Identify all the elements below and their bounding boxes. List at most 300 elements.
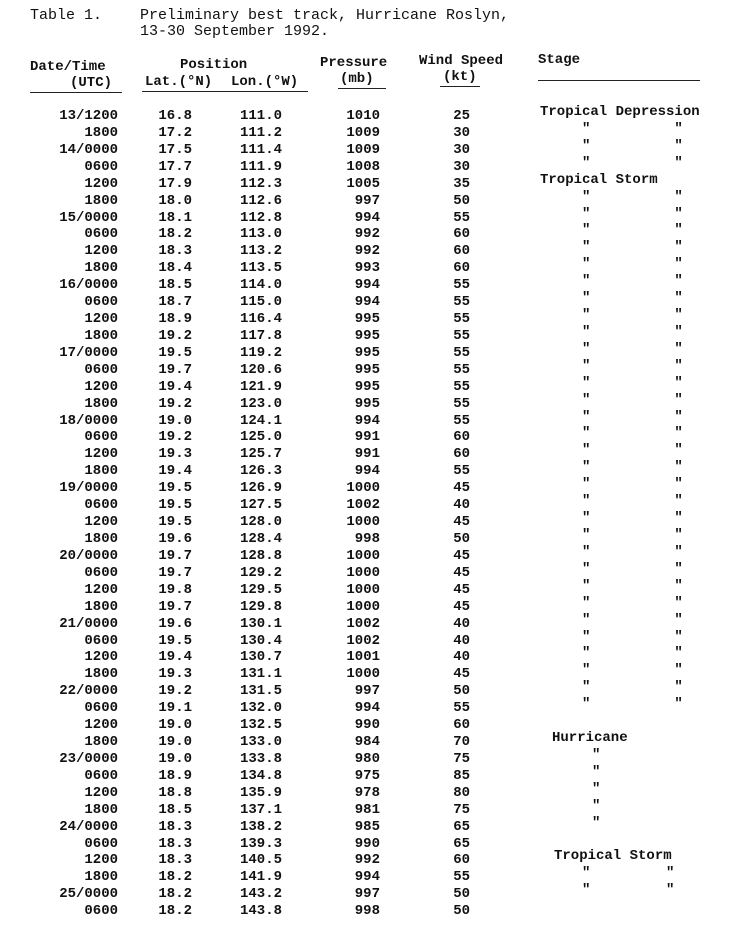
cell-datetime: 16/0000 — [59, 277, 118, 293]
cell-datetime: 1800 — [84, 599, 118, 615]
cell-wind: 45 — [453, 582, 470, 598]
cell-wind: 55 — [453, 311, 470, 327]
cell-lon: 139.3 — [239, 836, 282, 852]
cell-pressure: 994 — [354, 210, 380, 226]
cell-lon: 137.1 — [239, 802, 282, 818]
cell-pressure: 994 — [354, 294, 380, 310]
cell-lat: 18.1 — [158, 210, 192, 226]
table-title-line2: 13-30 September 1992. — [140, 23, 330, 40]
cell-stage: " " — [582, 307, 683, 323]
cell-pressure: 1008 — [346, 159, 380, 175]
cell-lon: 112.3 — [239, 176, 282, 192]
cell-lon: 138.2 — [239, 819, 282, 835]
cell-wind: 60 — [453, 260, 470, 276]
cell-datetime: 1800 — [84, 328, 118, 344]
cell-wind: 45 — [453, 666, 470, 682]
cell-stage: Tropical Storm — [540, 172, 658, 188]
cell-lon: 119.2 — [239, 345, 282, 361]
cell-lat: 18.3 — [158, 852, 192, 868]
cell-stage: " " — [582, 189, 683, 205]
cell-lat: 19.5 — [158, 514, 192, 530]
cell-datetime: 1200 — [84, 514, 118, 530]
cell-lat: 18.4 — [158, 260, 192, 276]
cell-lon: 133.8 — [239, 751, 282, 767]
cell-datetime: 1200 — [84, 446, 118, 462]
cell-pressure: 981 — [354, 802, 380, 818]
cell-lat: 19.7 — [158, 548, 192, 564]
cell-lat: 19.2 — [158, 683, 192, 699]
cell-stage: " " — [582, 459, 683, 475]
cell-lon: 128.0 — [239, 514, 282, 530]
cell-lat: 18.2 — [158, 903, 192, 919]
cell-datetime: 0600 — [84, 294, 118, 310]
cell-datetime: 15/0000 — [59, 210, 118, 226]
header-lon: Lon.(°W) — [231, 74, 299, 90]
cell-datetime: 1200 — [84, 311, 118, 327]
cell-pressure: 995 — [354, 345, 380, 361]
cell-pressure: 1000 — [346, 582, 380, 598]
cell-datetime: 1800 — [84, 734, 118, 750]
cell-lat: 19.6 — [158, 616, 192, 632]
cell-wind: 40 — [453, 649, 470, 665]
cell-pressure: 1000 — [346, 666, 380, 682]
cell-lat: 19.5 — [158, 497, 192, 513]
cell-lat: 19.3 — [158, 666, 192, 682]
cell-pressure: 994 — [354, 463, 380, 479]
cell-datetime: 1200 — [84, 852, 118, 868]
cell-lat: 18.2 — [158, 886, 192, 902]
cell-stage: " " — [582, 510, 683, 526]
cell-stage: " " — [582, 645, 683, 661]
cell-wind: 55 — [453, 463, 470, 479]
cell-stage: " " — [582, 696, 683, 712]
cell-pressure: 1001 — [346, 649, 380, 665]
cell-lat: 19.4 — [158, 649, 192, 665]
cell-datetime: 20/0000 — [59, 548, 118, 564]
cell-lat: 19.3 — [158, 446, 192, 462]
cell-pressure: 995 — [354, 328, 380, 344]
cell-lat: 18.8 — [158, 785, 192, 801]
header-rule-wind — [440, 86, 480, 87]
cell-stage: " " — [582, 595, 683, 611]
cell-pressure: 1002 — [346, 633, 380, 649]
header-datetime: Date/Time — [30, 59, 106, 75]
cell-wind: 40 — [453, 497, 470, 513]
cell-lat: 18.0 — [158, 193, 192, 209]
cell-wind: 75 — [453, 802, 470, 818]
cell-datetime: 1200 — [84, 243, 118, 259]
cell-stage: " " — [582, 222, 683, 238]
cell-pressure: 997 — [354, 886, 380, 902]
cell-pressure: 975 — [354, 768, 380, 784]
cell-datetime: 1200 — [84, 649, 118, 665]
cell-lon: 120.6 — [239, 362, 282, 378]
header-pressure-unit: (mb) — [340, 71, 374, 87]
cell-wind: 60 — [453, 226, 470, 242]
cell-wind: 55 — [453, 362, 470, 378]
cell-datetime: 0600 — [84, 768, 118, 784]
header-utc: (UTC) — [70, 75, 113, 91]
cell-stage: " " — [582, 578, 683, 594]
cell-lon: 128.4 — [239, 531, 282, 547]
cell-stage: " — [592, 747, 601, 763]
cell-wind: 50 — [453, 886, 470, 902]
cell-lat: 19.7 — [158, 565, 192, 581]
cell-pressure: 994 — [354, 869, 380, 885]
cell-pressure: 991 — [354, 429, 380, 445]
cell-wind: 60 — [453, 446, 470, 462]
cell-stage: " " — [582, 341, 683, 357]
cell-datetime: 1800 — [84, 802, 118, 818]
cell-lat: 19.5 — [158, 345, 192, 361]
cell-wind: 45 — [453, 514, 470, 530]
header-rule-pressure — [338, 88, 386, 89]
cell-wind: 80 — [453, 785, 470, 801]
cell-stage: " " — [582, 121, 683, 137]
cell-lat: 19.5 — [158, 480, 192, 496]
cell-lat: 18.2 — [158, 869, 192, 885]
cell-lon: 130.7 — [239, 649, 282, 665]
cell-stage: " — [592, 815, 601, 831]
cell-pressure: 1005 — [346, 176, 380, 192]
cell-datetime: 1200 — [84, 176, 118, 192]
cell-wind: 30 — [453, 125, 470, 141]
header-position: Position — [180, 57, 248, 73]
cell-datetime: 0600 — [84, 700, 118, 716]
cell-pressure: 1000 — [346, 565, 380, 581]
cell-stage: " " — [582, 425, 683, 441]
cell-wind: 50 — [453, 683, 470, 699]
cell-wind: 45 — [453, 565, 470, 581]
cell-wind: 55 — [453, 413, 470, 429]
cell-stage: " " — [582, 493, 683, 509]
cell-lat: 17.9 — [158, 176, 192, 192]
cell-stage: " " — [582, 865, 675, 881]
cell-datetime: 0600 — [84, 362, 118, 378]
cell-datetime: 19/0000 — [59, 480, 118, 496]
cell-lat: 19.7 — [158, 599, 192, 615]
cell-wind: 65 — [453, 819, 470, 835]
cell-lon: 131.1 — [239, 666, 282, 682]
cell-lon: 111.9 — [239, 159, 282, 175]
cell-datetime: 0600 — [84, 836, 118, 852]
cell-lon: 132.0 — [239, 700, 282, 716]
cell-wind: 35 — [453, 176, 470, 192]
cell-wind: 55 — [453, 345, 470, 361]
cell-lat: 19.4 — [158, 379, 192, 395]
cell-wind: 55 — [453, 294, 470, 310]
cell-lat: 19.0 — [158, 734, 192, 750]
cell-lat: 19.8 — [158, 582, 192, 598]
cell-pressure: 1000 — [346, 599, 380, 615]
cell-lat: 19.2 — [158, 396, 192, 412]
cell-lon: 121.9 — [239, 379, 282, 395]
cell-lon: 129.5 — [239, 582, 282, 598]
cell-lon: 116.4 — [239, 311, 282, 327]
cell-stage: " " — [582, 882, 675, 898]
cell-wind: 55 — [453, 396, 470, 412]
cell-pressure: 995 — [354, 379, 380, 395]
cell-wind: 40 — [453, 633, 470, 649]
cell-lon: 127.5 — [239, 497, 282, 513]
header-wind-unit: (kt) — [443, 69, 477, 85]
cell-stage: " " — [582, 679, 683, 695]
cell-pressure: 994 — [354, 413, 380, 429]
cell-lon: 129.2 — [239, 565, 282, 581]
cell-datetime: 0600 — [84, 226, 118, 242]
cell-lat: 18.3 — [158, 243, 192, 259]
cell-stage: " " — [582, 527, 683, 543]
cell-pressure: 994 — [354, 277, 380, 293]
cell-stage: " " — [582, 273, 683, 289]
cell-datetime: 0600 — [84, 159, 118, 175]
cell-pressure: 1000 — [346, 480, 380, 496]
header-rule-stage — [538, 80, 700, 81]
cell-wind: 40 — [453, 616, 470, 632]
cell-lat: 19.5 — [158, 633, 192, 649]
cell-datetime: 13/1200 — [59, 108, 118, 124]
cell-pressure: 998 — [354, 531, 380, 547]
cell-datetime: 1200 — [84, 379, 118, 395]
cell-datetime: 0600 — [84, 903, 118, 919]
cell-wind: 45 — [453, 599, 470, 615]
header-wind: Wind Speed — [419, 53, 504, 69]
cell-pressure: 990 — [354, 717, 380, 733]
cell-lon: 141.9 — [239, 869, 282, 885]
cell-lon: 143.8 — [239, 903, 282, 919]
cell-lon: 115.0 — [239, 294, 282, 310]
cell-datetime: 1200 — [84, 582, 118, 598]
cell-datetime: 1800 — [84, 531, 118, 547]
cell-lon: 135.9 — [239, 785, 282, 801]
cell-stage: " " — [582, 290, 683, 306]
cell-stage: " " — [582, 544, 683, 560]
header-pressure: Pressure — [320, 55, 388, 71]
cell-stage: Tropical Depression — [540, 104, 700, 120]
cell-pressure: 1000 — [346, 514, 380, 530]
cell-datetime: 1200 — [84, 717, 118, 733]
cell-lon: 128.8 — [239, 548, 282, 564]
cell-datetime: 24/0000 — [59, 819, 118, 835]
cell-lon: 143.2 — [239, 886, 282, 902]
cell-stage: " — [592, 798, 601, 814]
cell-pressure: 990 — [354, 836, 380, 852]
cell-lat: 18.7 — [158, 294, 192, 310]
cell-pressure: 995 — [354, 362, 380, 378]
cell-stage: " " — [582, 612, 683, 628]
cell-lon: 130.1 — [239, 616, 282, 632]
cell-wind: 55 — [453, 869, 470, 885]
cell-pressure: 984 — [354, 734, 380, 750]
cell-stage: " " — [582, 442, 683, 458]
cell-stage: " " — [582, 239, 683, 255]
table-label: Table 1. — [30, 7, 103, 24]
header-rule-datetime — [30, 92, 122, 93]
cell-lon: 112.8 — [239, 210, 282, 226]
cell-wind: 75 — [453, 751, 470, 767]
cell-datetime: 0600 — [84, 565, 118, 581]
cell-wind: 55 — [453, 328, 470, 344]
cell-stage: " — [592, 764, 601, 780]
cell-lat: 19.0 — [158, 413, 192, 429]
cell-stage: " " — [582, 392, 683, 408]
cell-datetime: 1800 — [84, 193, 118, 209]
cell-wind: 50 — [453, 531, 470, 547]
cell-stage: Hurricane — [552, 730, 628, 746]
cell-wind: 55 — [453, 210, 470, 226]
cell-wind: 30 — [453, 142, 470, 158]
cell-pressure: 980 — [354, 751, 380, 767]
cell-stage: " " — [582, 409, 683, 425]
cell-wind: 25 — [453, 108, 470, 124]
table-title-line1: Preliminary best track, Hurricane Roslyn, — [140, 7, 510, 24]
cell-stage: " " — [582, 662, 683, 678]
cell-stage: " " — [582, 155, 683, 171]
cell-datetime: 1800 — [84, 125, 118, 141]
cell-wind: 70 — [453, 734, 470, 750]
cell-stage: " " — [582, 256, 683, 272]
cell-wind: 50 — [453, 903, 470, 919]
cell-pressure: 1000 — [346, 548, 380, 564]
cell-pressure: 998 — [354, 903, 380, 919]
cell-datetime: 0600 — [84, 429, 118, 445]
cell-lat: 19.6 — [158, 531, 192, 547]
cell-wind: 30 — [453, 159, 470, 175]
cell-wind: 45 — [453, 480, 470, 496]
cell-pressure: 1002 — [346, 616, 380, 632]
cell-wind: 55 — [453, 379, 470, 395]
cell-pressure: 992 — [354, 243, 380, 259]
header-lat: Lat.(°N) — [145, 74, 213, 90]
cell-datetime: 1800 — [84, 666, 118, 682]
cell-lon: 112.6 — [239, 193, 282, 209]
cell-pressure: 1010 — [346, 108, 380, 124]
cell-wind: 60 — [453, 717, 470, 733]
cell-lon: 111.2 — [239, 125, 282, 141]
cell-stage: " " — [582, 629, 683, 645]
cell-wind: 60 — [453, 243, 470, 259]
cell-pressure: 992 — [354, 226, 380, 242]
cell-pressure: 995 — [354, 311, 380, 327]
cell-datetime: 21/0000 — [59, 616, 118, 632]
cell-wind: 55 — [453, 700, 470, 716]
cell-stage: " " — [582, 358, 683, 374]
cell-datetime: 25/0000 — [59, 886, 118, 902]
cell-stage: " " — [582, 324, 683, 340]
cell-wind: 45 — [453, 548, 470, 564]
cell-lat: 16.8 — [158, 108, 192, 124]
cell-lat: 19.1 — [158, 700, 192, 716]
cell-pressure: 994 — [354, 700, 380, 716]
cell-lon: 133.0 — [239, 734, 282, 750]
cell-lat: 19.2 — [158, 429, 192, 445]
cell-lat: 17.7 — [158, 159, 192, 175]
cell-lon: 111.0 — [239, 108, 282, 124]
cell-lon: 125.0 — [239, 429, 282, 445]
cell-lon: 124.1 — [239, 413, 282, 429]
cell-lat: 18.3 — [158, 836, 192, 852]
cell-pressure: 997 — [354, 193, 380, 209]
cell-stage: " — [592, 781, 601, 797]
cell-datetime: 14/0000 — [59, 142, 118, 158]
header-stage: Stage — [538, 52, 581, 68]
cell-lon: 131.5 — [239, 683, 282, 699]
cell-pressure: 978 — [354, 785, 380, 801]
cell-lon: 126.9 — [239, 480, 282, 496]
cell-lon: 134.8 — [239, 768, 282, 784]
cell-lat: 18.5 — [158, 277, 192, 293]
cell-pressure: 995 — [354, 396, 380, 412]
header-rule-position — [142, 91, 308, 92]
cell-lon: 114.0 — [239, 277, 282, 293]
cell-lon: 123.0 — [239, 396, 282, 412]
cell-lon: 113.2 — [239, 243, 282, 259]
cell-lat: 19.0 — [158, 717, 192, 733]
cell-lat: 19.2 — [158, 328, 192, 344]
cell-lon: 113.0 — [239, 226, 282, 242]
cell-datetime: 1800 — [84, 463, 118, 479]
cell-lon: 126.3 — [239, 463, 282, 479]
cell-pressure: 1002 — [346, 497, 380, 513]
cell-lon: 130.4 — [239, 633, 282, 649]
cell-lat: 18.5 — [158, 802, 192, 818]
cell-datetime: 23/0000 — [59, 751, 118, 767]
cell-datetime: 0600 — [84, 497, 118, 513]
cell-lon: 140.5 — [239, 852, 282, 868]
cell-lon: 113.5 — [239, 260, 282, 276]
cell-lon: 111.4 — [239, 142, 282, 158]
cell-datetime: 1800 — [84, 260, 118, 276]
cell-pressure: 993 — [354, 260, 380, 276]
cell-pressure: 985 — [354, 819, 380, 835]
cell-lat: 18.9 — [158, 311, 192, 327]
cell-stage: " " — [582, 138, 683, 154]
cell-datetime: 1800 — [84, 396, 118, 412]
cell-wind: 55 — [453, 277, 470, 293]
cell-lon: 117.8 — [239, 328, 282, 344]
cell-pressure: 1009 — [346, 142, 380, 158]
cell-stage: " " — [582, 375, 683, 391]
cell-datetime: 17/0000 — [59, 345, 118, 361]
cell-datetime: 18/0000 — [59, 413, 118, 429]
cell-pressure: 991 — [354, 446, 380, 462]
cell-lat: 17.5 — [158, 142, 192, 158]
cell-lat: 18.3 — [158, 819, 192, 835]
cell-wind: 60 — [453, 429, 470, 445]
cell-lon: 125.7 — [239, 446, 282, 462]
cell-lat: 19.0 — [158, 751, 192, 767]
cell-pressure: 997 — [354, 683, 380, 699]
cell-wind: 85 — [453, 768, 470, 784]
cell-stage: Tropical Storm — [554, 848, 672, 864]
cell-lat: 18.9 — [158, 768, 192, 784]
cell-stage: " " — [582, 476, 683, 492]
cell-datetime: 22/0000 — [59, 683, 118, 699]
cell-datetime: 1200 — [84, 785, 118, 801]
cell-lat: 19.7 — [158, 362, 192, 378]
cell-lon: 132.5 — [239, 717, 282, 733]
cell-datetime: 1800 — [84, 869, 118, 885]
cell-stage: " " — [582, 206, 683, 222]
cell-lat: 17.2 — [158, 125, 192, 141]
cell-lat: 18.2 — [158, 226, 192, 242]
cell-wind: 60 — [453, 852, 470, 868]
cell-wind: 50 — [453, 193, 470, 209]
cell-datetime: 0600 — [84, 633, 118, 649]
cell-lat: 19.4 — [158, 463, 192, 479]
cell-pressure: 1009 — [346, 125, 380, 141]
cell-stage: " " — [582, 561, 683, 577]
